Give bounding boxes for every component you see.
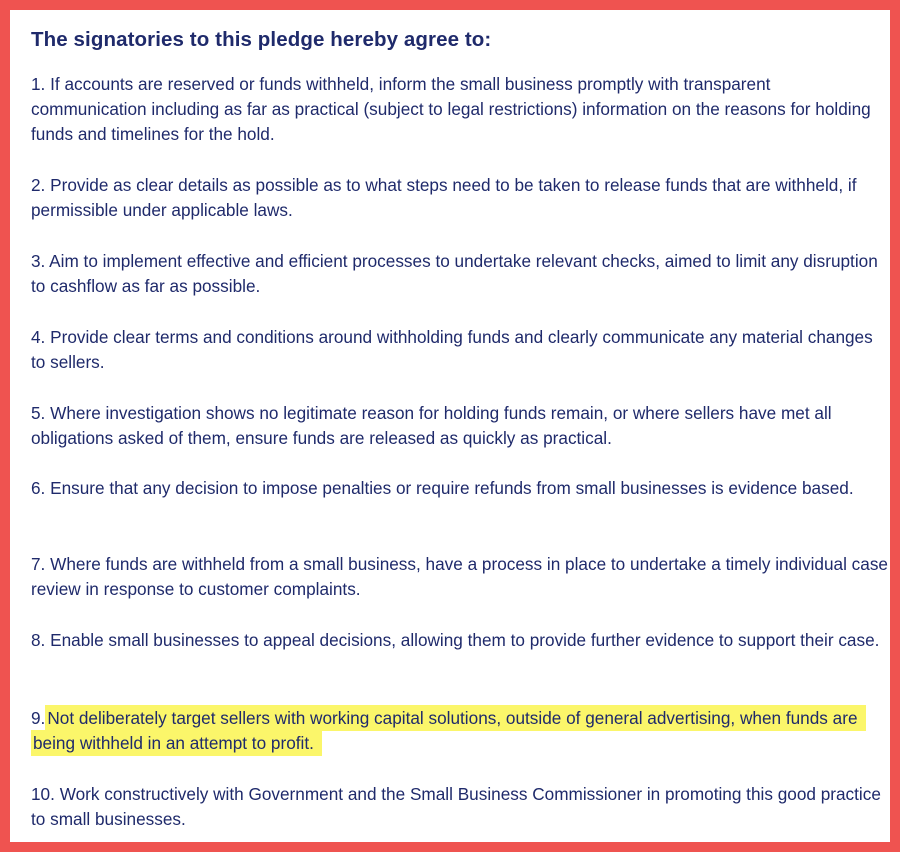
pledge-item-2 xyxy=(31,173,889,223)
item-text: Provide as clear details as possible as to what steps need to be taken to release funds that are withheld, if permissible under applicable laws. xyxy=(31,175,857,220)
pledge-item-6 xyxy=(31,476,889,501)
item-text: Provide clear terms and conditions around withholding funds and clearly communicate any material changes to sellers. xyxy=(31,327,873,372)
pledge-item-8 xyxy=(31,628,889,653)
item-text: Where funds are withheld from a small business, have a process in place to undertake a timely individual case review in response to customer complaints. xyxy=(31,554,888,599)
item-number: 3. xyxy=(31,251,46,271)
pledge-item-10 xyxy=(31,782,889,832)
item-number: 5. xyxy=(31,403,46,423)
item-text: If accounts are reserved or funds withheld, inform the small business promptly with transparent communication including as far as practical (subject to legal restrictions) information on the reasons for holding funds and timelines for the hold. xyxy=(31,74,871,144)
item-text: Ensure that any decision to impose penalties or require refunds from small businesses is evidence based. xyxy=(50,478,854,498)
item-number: 9. xyxy=(31,708,46,728)
pledge-item-1 xyxy=(31,72,889,147)
highlighted-text: Not deliberately target sellers with working capital solutions, outside of general advertising, when funds are being withheld in an attempt to profit. xyxy=(31,705,866,756)
item-text: Aim to implement effective and efficient processes to undertake relevant checks, aimed to limit any disruption to cashflow as far as possible. xyxy=(31,251,878,296)
item-number: 2. xyxy=(31,175,46,195)
item-number: 4. xyxy=(31,327,46,347)
document-page xyxy=(10,10,890,842)
item-number: 7. xyxy=(31,554,46,574)
pledge-item-3 xyxy=(31,249,889,299)
item-number: 10. xyxy=(31,784,55,804)
pledge-heading: The signatories to this pledge hereby agree to: xyxy=(31,28,492,51)
pledge-item-9-highlighted xyxy=(31,706,889,756)
item-text: Enable small businesses to appeal decisions, allowing them to provide further evidence to support their case. xyxy=(50,630,880,650)
item-number: 8. xyxy=(31,630,46,650)
item-text: Where investigation shows no legitimate reason for holding funds remain, or where sellers have met all obligations asked of them, ensure funds are released as quickly as practical. xyxy=(31,403,832,448)
pledge-item-5 xyxy=(31,401,889,451)
pledge-item-4 xyxy=(31,325,889,375)
item-number: 6. xyxy=(31,478,46,498)
item-text: Work constructively with Government and the Small Business Commissioner in promoting this good practice to small businesses. xyxy=(31,784,881,829)
pledge-item-7 xyxy=(31,552,889,602)
item-number: 1. xyxy=(31,74,46,94)
